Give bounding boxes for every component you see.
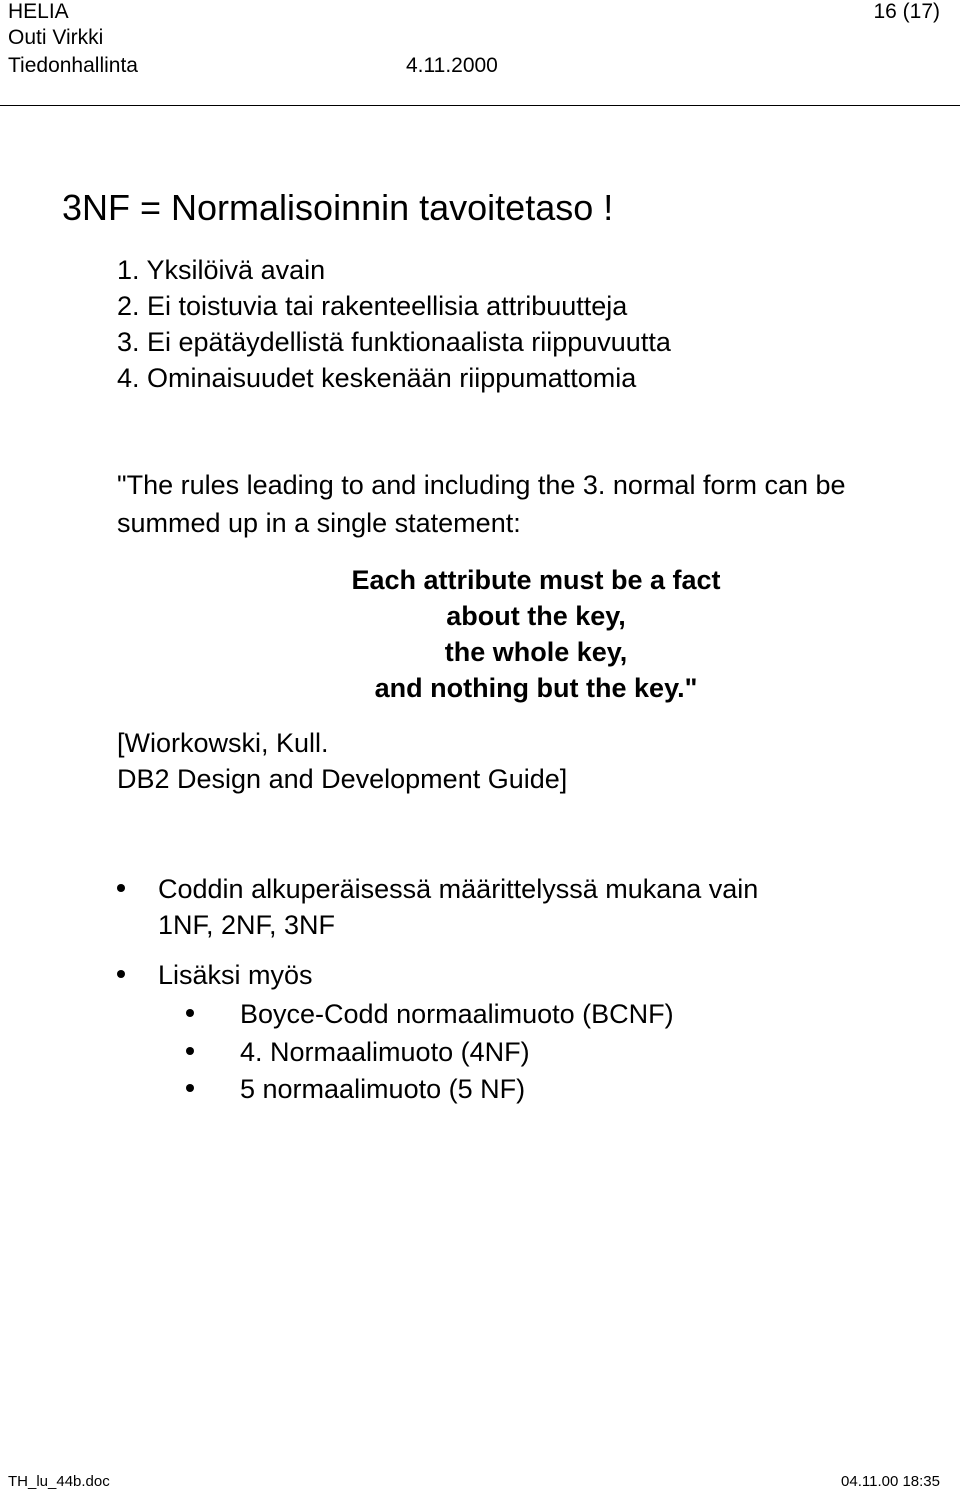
bullet-line: Coddin alkuperäisessä määrittelyssä mukana vain [158, 874, 759, 904]
header-page-number: 16 (17) [873, 0, 940, 23]
header-divider [0, 105, 960, 106]
quote-line: and nothing but the key." [374, 673, 698, 703]
sub-bullet-line: 5 normaalimuoto (5 NF) [240, 1074, 526, 1104]
header-course: Tiedonhallinta [8, 54, 138, 77]
quote-line: the whole key, [444, 637, 628, 667]
bullet-icon [186, 1047, 194, 1055]
footer-filename: TH_lu_44b.doc [8, 1473, 110, 1490]
header-author: Outi Virkki [8, 26, 104, 49]
sub-bullet-line: 4. Normaalimuoto (4NF) [240, 1037, 530, 1067]
bullet-icon [186, 1009, 194, 1017]
bullet-line: Lisäksi myös [158, 960, 313, 990]
citation-line: [Wiorkowski, Kull. [117, 728, 329, 758]
quote-block [276, 562, 796, 706]
quote-line: Each attribute must be a fact [351, 565, 721, 595]
list-item: 4. Ominaisuudet keskenään riippumattomia [117, 363, 637, 393]
bullet-line: 1NF, 2NF, 3NF [158, 910, 336, 940]
numbered-list [117, 252, 671, 396]
bullet-icon [117, 970, 125, 978]
footer-timestamp: 04.11.00 18:35 [841, 1473, 940, 1490]
sub-bullet-line: Boyce-Codd normaalimuoto (BCNF) [240, 999, 674, 1029]
header-date: 4.11.2000 [406, 54, 498, 77]
list-item: 1. Yksilöivä avain [117, 255, 326, 285]
list-item: 3. Ei epätäydellistä funktionaalista riippuvuutta [117, 327, 671, 357]
bullet-icon [186, 1084, 194, 1092]
bullet-icon [117, 884, 125, 892]
citation-line: DB2 Design and Development Guide] [117, 764, 568, 794]
list-item: 2. Ei toistuvia tai rakenteellisia attribuutteja [117, 291, 628, 321]
intro-line: "The rules leading to and including the 3. normal form can be [117, 470, 846, 500]
quote-line: about the key, [446, 601, 626, 631]
header-org: HELIA [8, 0, 69, 23]
page-title: 3NF = Normalisoinnin tavoitetaso ! [62, 187, 614, 228]
intro-line: summed up in a single statement: [117, 508, 521, 538]
